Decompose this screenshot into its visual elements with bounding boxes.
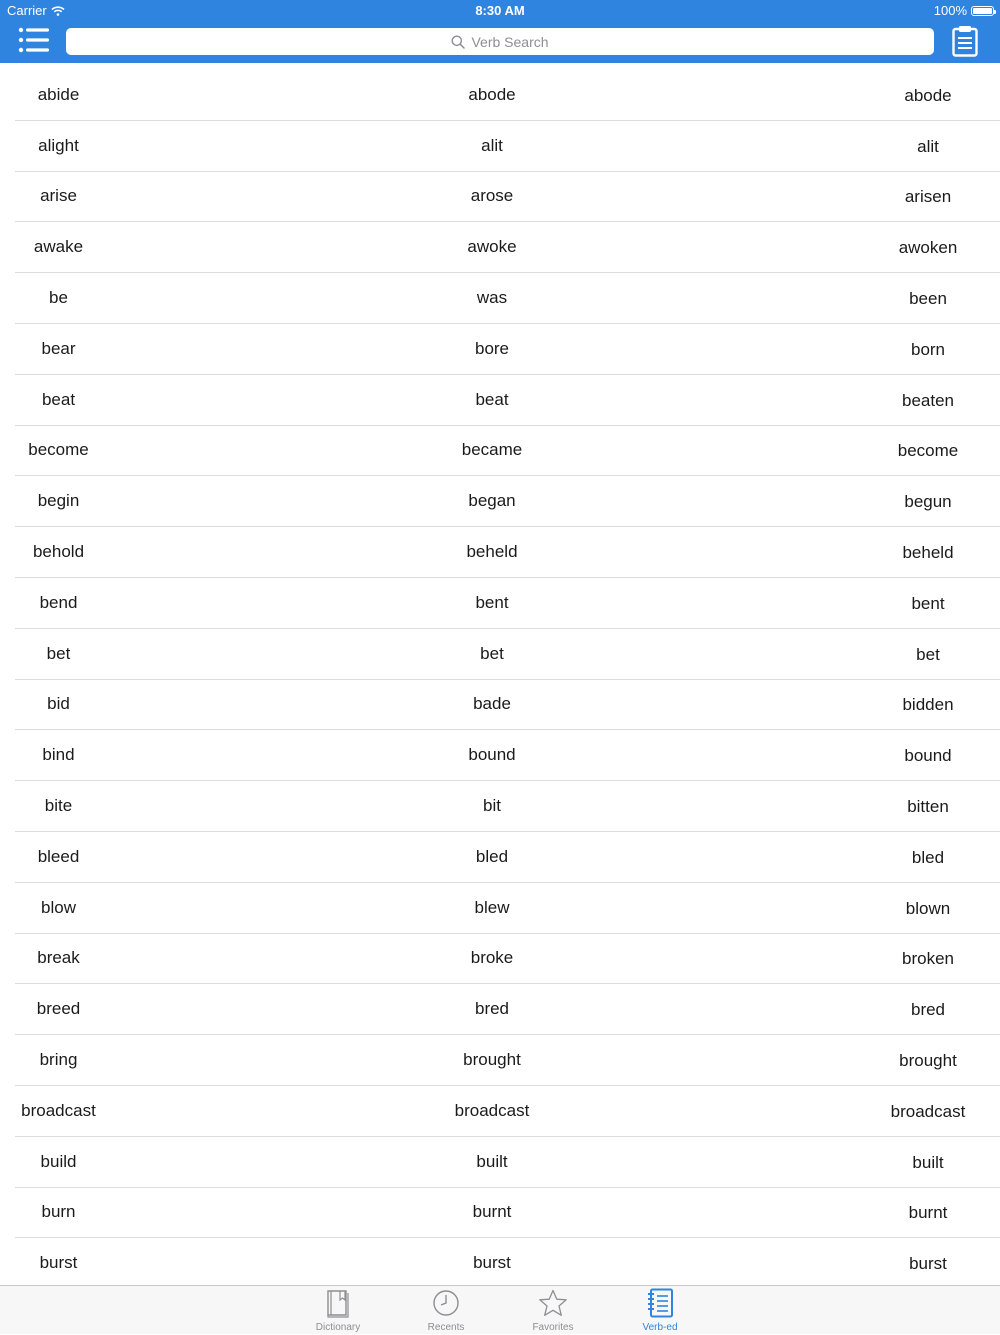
verb-base-form: alight bbox=[38, 135, 79, 155]
verb-base-form: abide bbox=[37, 84, 80, 104]
verb-row[interactable] bbox=[15, 324, 1000, 375]
verb-past-simple: bred bbox=[474, 999, 510, 1019]
tab-label: Favorites bbox=[532, 1322, 574, 1333]
verb-row[interactable] bbox=[15, 984, 1000, 1035]
verb-row[interactable] bbox=[15, 1035, 1000, 1086]
verb-past-participle: arisen bbox=[904, 187, 952, 207]
clipboard-icon bbox=[952, 25, 978, 57]
verb-past-simple: bore bbox=[474, 338, 510, 358]
book-icon bbox=[325, 1288, 351, 1318]
verb-past-simple: blew bbox=[474, 897, 510, 917]
verb-past-simple: beheld bbox=[466, 542, 518, 562]
clock-icon bbox=[432, 1289, 460, 1317]
verb-past-simple: abode bbox=[468, 84, 516, 104]
verb-past-participle: become bbox=[897, 441, 959, 461]
search-icon bbox=[451, 35, 465, 49]
verb-past-simple: built bbox=[476, 1151, 508, 1171]
tab-label: Verb-ed bbox=[642, 1322, 678, 1333]
verb-row[interactable] bbox=[15, 680, 1000, 731]
verb-past-participle: burnt bbox=[908, 1203, 948, 1223]
battery-indicator bbox=[934, 3, 994, 18]
star-icon bbox=[538, 1289, 568, 1317]
verb-past-participle: begun bbox=[904, 492, 952, 512]
verb-past-simple: burnt bbox=[472, 1202, 512, 1222]
verb-past-simple: bet bbox=[480, 643, 504, 663]
verb-past-participle: broadcast bbox=[890, 1101, 966, 1121]
verb-past-participle: blown bbox=[905, 898, 951, 918]
verb-base-form: bend bbox=[39, 592, 78, 612]
verb-base-form: be bbox=[49, 288, 68, 308]
verb-past-participle: awoken bbox=[898, 238, 958, 258]
verb-past-simple: bound bbox=[468, 745, 516, 765]
clipboard-button[interactable] bbox=[952, 25, 978, 57]
verb-past-participle: bitten bbox=[907, 797, 949, 817]
verb-row[interactable] bbox=[15, 70, 1000, 121]
verb-past-simple: was bbox=[476, 288, 508, 308]
verb-past-simple: arose bbox=[470, 186, 514, 206]
verb-past-simple: began bbox=[468, 491, 516, 511]
verb-base-form: bet bbox=[46, 643, 71, 663]
verb-row[interactable] bbox=[15, 476, 1000, 527]
verb-base-form: build bbox=[40, 1151, 77, 1171]
verb-base-form: beat bbox=[41, 389, 76, 409]
verb-base-form: begin bbox=[37, 491, 80, 511]
navigation-bar bbox=[0, 0, 1000, 63]
verb-row[interactable] bbox=[15, 578, 1000, 629]
verb-past-simple: beat bbox=[475, 389, 509, 409]
verb-past-simple: brought bbox=[463, 1050, 521, 1070]
verb-row[interactable] bbox=[15, 730, 1000, 781]
list-icon bbox=[18, 27, 50, 53]
tab-recents[interactable] bbox=[396, 1286, 496, 1335]
carrier-label: Carrier bbox=[7, 3, 47, 18]
verb-row[interactable] bbox=[15, 222, 1000, 273]
verb-row[interactable] bbox=[15, 1238, 1000, 1289]
verb-base-form: breed bbox=[36, 999, 81, 1019]
verb-row[interactable] bbox=[15, 273, 1000, 324]
verb-row[interactable] bbox=[15, 934, 1000, 985]
tab-favorites[interactable] bbox=[503, 1286, 603, 1335]
verb-row[interactable] bbox=[15, 1137, 1000, 1188]
verb-base-form: blow bbox=[41, 897, 76, 917]
verb-row[interactable] bbox=[15, 527, 1000, 578]
verb-row[interactable] bbox=[15, 426, 1000, 477]
verb-past-participle: beaten bbox=[902, 390, 954, 410]
verb-past-participle: burst bbox=[909, 1254, 947, 1274]
battery-percent: 100% bbox=[933, 3, 967, 18]
verb-past-participle: abode bbox=[904, 85, 952, 105]
verb-past-simple: alit bbox=[481, 135, 503, 155]
verb-row[interactable] bbox=[15, 832, 1000, 883]
verb-past-simple: broke bbox=[470, 948, 514, 968]
verb-row[interactable] bbox=[15, 1086, 1000, 1137]
search-field[interactable] bbox=[66, 28, 934, 55]
verb-base-form: bear bbox=[41, 338, 76, 358]
status-bar bbox=[0, 0, 1000, 22]
verb-base-form: bring bbox=[39, 1050, 78, 1070]
verb-past-participle: beheld bbox=[902, 543, 954, 563]
verb-base-form: awake bbox=[33, 237, 84, 257]
verb-past-simple: burst bbox=[473, 1253, 511, 1273]
verb-past-simple: awoke bbox=[467, 237, 517, 257]
verb-past-simple: became bbox=[461, 440, 523, 460]
verb-row[interactable] bbox=[15, 121, 1000, 172]
verb-base-form: bleed bbox=[37, 846, 80, 866]
status-time: 8:30 AM bbox=[475, 3, 525, 18]
verb-past-participle: built bbox=[912, 1152, 944, 1172]
verb-past-participle: broken bbox=[902, 949, 954, 969]
verb-past-participle: bet bbox=[916, 644, 940, 664]
verb-past-participle: been bbox=[909, 289, 947, 309]
verb-past-participle: bred bbox=[910, 1000, 946, 1020]
verb-past-participle: bled bbox=[911, 847, 945, 867]
tab-dictionary[interactable] bbox=[288, 1286, 388, 1335]
tab-bar bbox=[0, 1285, 1000, 1334]
menu-button[interactable] bbox=[18, 27, 50, 53]
tab-label: Dictionary bbox=[315, 1322, 361, 1333]
verb-base-form: break bbox=[37, 948, 80, 968]
verb-table bbox=[0, 63, 1000, 1289]
verb-past-simple: bit bbox=[483, 796, 501, 816]
verb-base-form: become bbox=[28, 440, 89, 460]
verb-past-simple: bade bbox=[473, 694, 511, 714]
verb-base-form: behold bbox=[32, 542, 85, 562]
tab-label: Recents bbox=[427, 1322, 465, 1333]
verb-past-participle: bent bbox=[911, 593, 945, 613]
verb-row[interactable] bbox=[15, 629, 1000, 680]
verb-base-form: bite bbox=[44, 796, 73, 816]
verb-past-participle: born bbox=[910, 339, 946, 359]
verb-base-form: burst bbox=[39, 1253, 78, 1273]
verb-base-form: broadcast bbox=[21, 1100, 96, 1120]
verb-past-participle: alit bbox=[917, 136, 939, 156]
verb-base-form: burn bbox=[41, 1202, 76, 1222]
tab-verb-ed[interactable] bbox=[610, 1286, 710, 1335]
battery-icon bbox=[971, 6, 994, 16]
search-placeholder: Verb Search bbox=[471, 33, 549, 50]
verb-past-simple: bent bbox=[475, 592, 509, 612]
verb-past-participle: bound bbox=[904, 746, 952, 766]
verb-past-simple: broadcast bbox=[454, 1100, 530, 1120]
verb-base-form: bid bbox=[47, 694, 70, 714]
verb-base-form: arise bbox=[40, 186, 77, 206]
verb-base-form: bind bbox=[42, 745, 75, 765]
verb-row[interactable] bbox=[15, 781, 1000, 832]
verb-past-simple: bled bbox=[475, 846, 509, 866]
verb-row[interactable] bbox=[15, 883, 1000, 934]
verb-past-participle: bidden bbox=[902, 695, 954, 715]
verb-past-participle: brought bbox=[899, 1051, 957, 1071]
notebook-icon bbox=[646, 1288, 674, 1318]
verb-row[interactable] bbox=[15, 172, 1000, 223]
verb-row[interactable] bbox=[15, 1188, 1000, 1239]
verb-row[interactable] bbox=[15, 375, 1000, 426]
